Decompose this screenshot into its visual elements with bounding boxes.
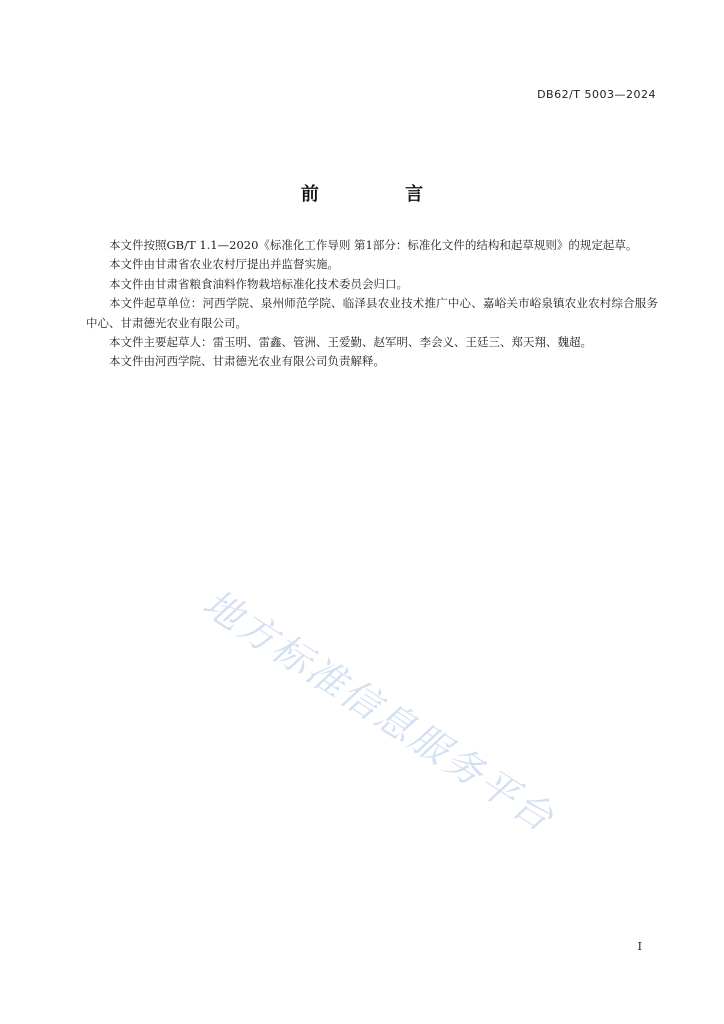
paragraph-drafting-rule: 本文件按照GB/T 1.1—2020《标准化工作导则 第1部分：标准化文件的结构和起草规则》的规定起草。 [109,238,638,252]
page-title: 前 言 [300,184,464,205]
paragraph-interpretation: 本文件由河西学院、甘肃德光农业有限公司负责解释。 [109,354,385,369]
paragraph-committee: 本文件由甘肃省粮食油料作物栽培标准化技术委员会归口。 [109,276,408,291]
paragraph-drafters: 本文件主要起草人：雷玉明、雷鑫、管洲、王爱勤、赵军明、李会义、王廷三、郑天翔、魏超。 [109,335,592,350]
paragraph-proposer: 本文件由甘肃省农业农村厅提出并监督实施。 [109,257,339,272]
watermark: 地方标准信息服务平台 [195,580,564,842]
document-code: DB62/T 5003—2024 [537,88,656,101]
paragraph-drafting-units: 本文件起草单位：河西学院、泉州师范学院、临泽县农业技术推广中心、嘉峪关市峪泉镇农业农村综合服务中心、甘肃德光农业有限公司。 [86,296,658,330]
page-number: I [637,940,642,953]
foreword-body [86,236,658,372]
